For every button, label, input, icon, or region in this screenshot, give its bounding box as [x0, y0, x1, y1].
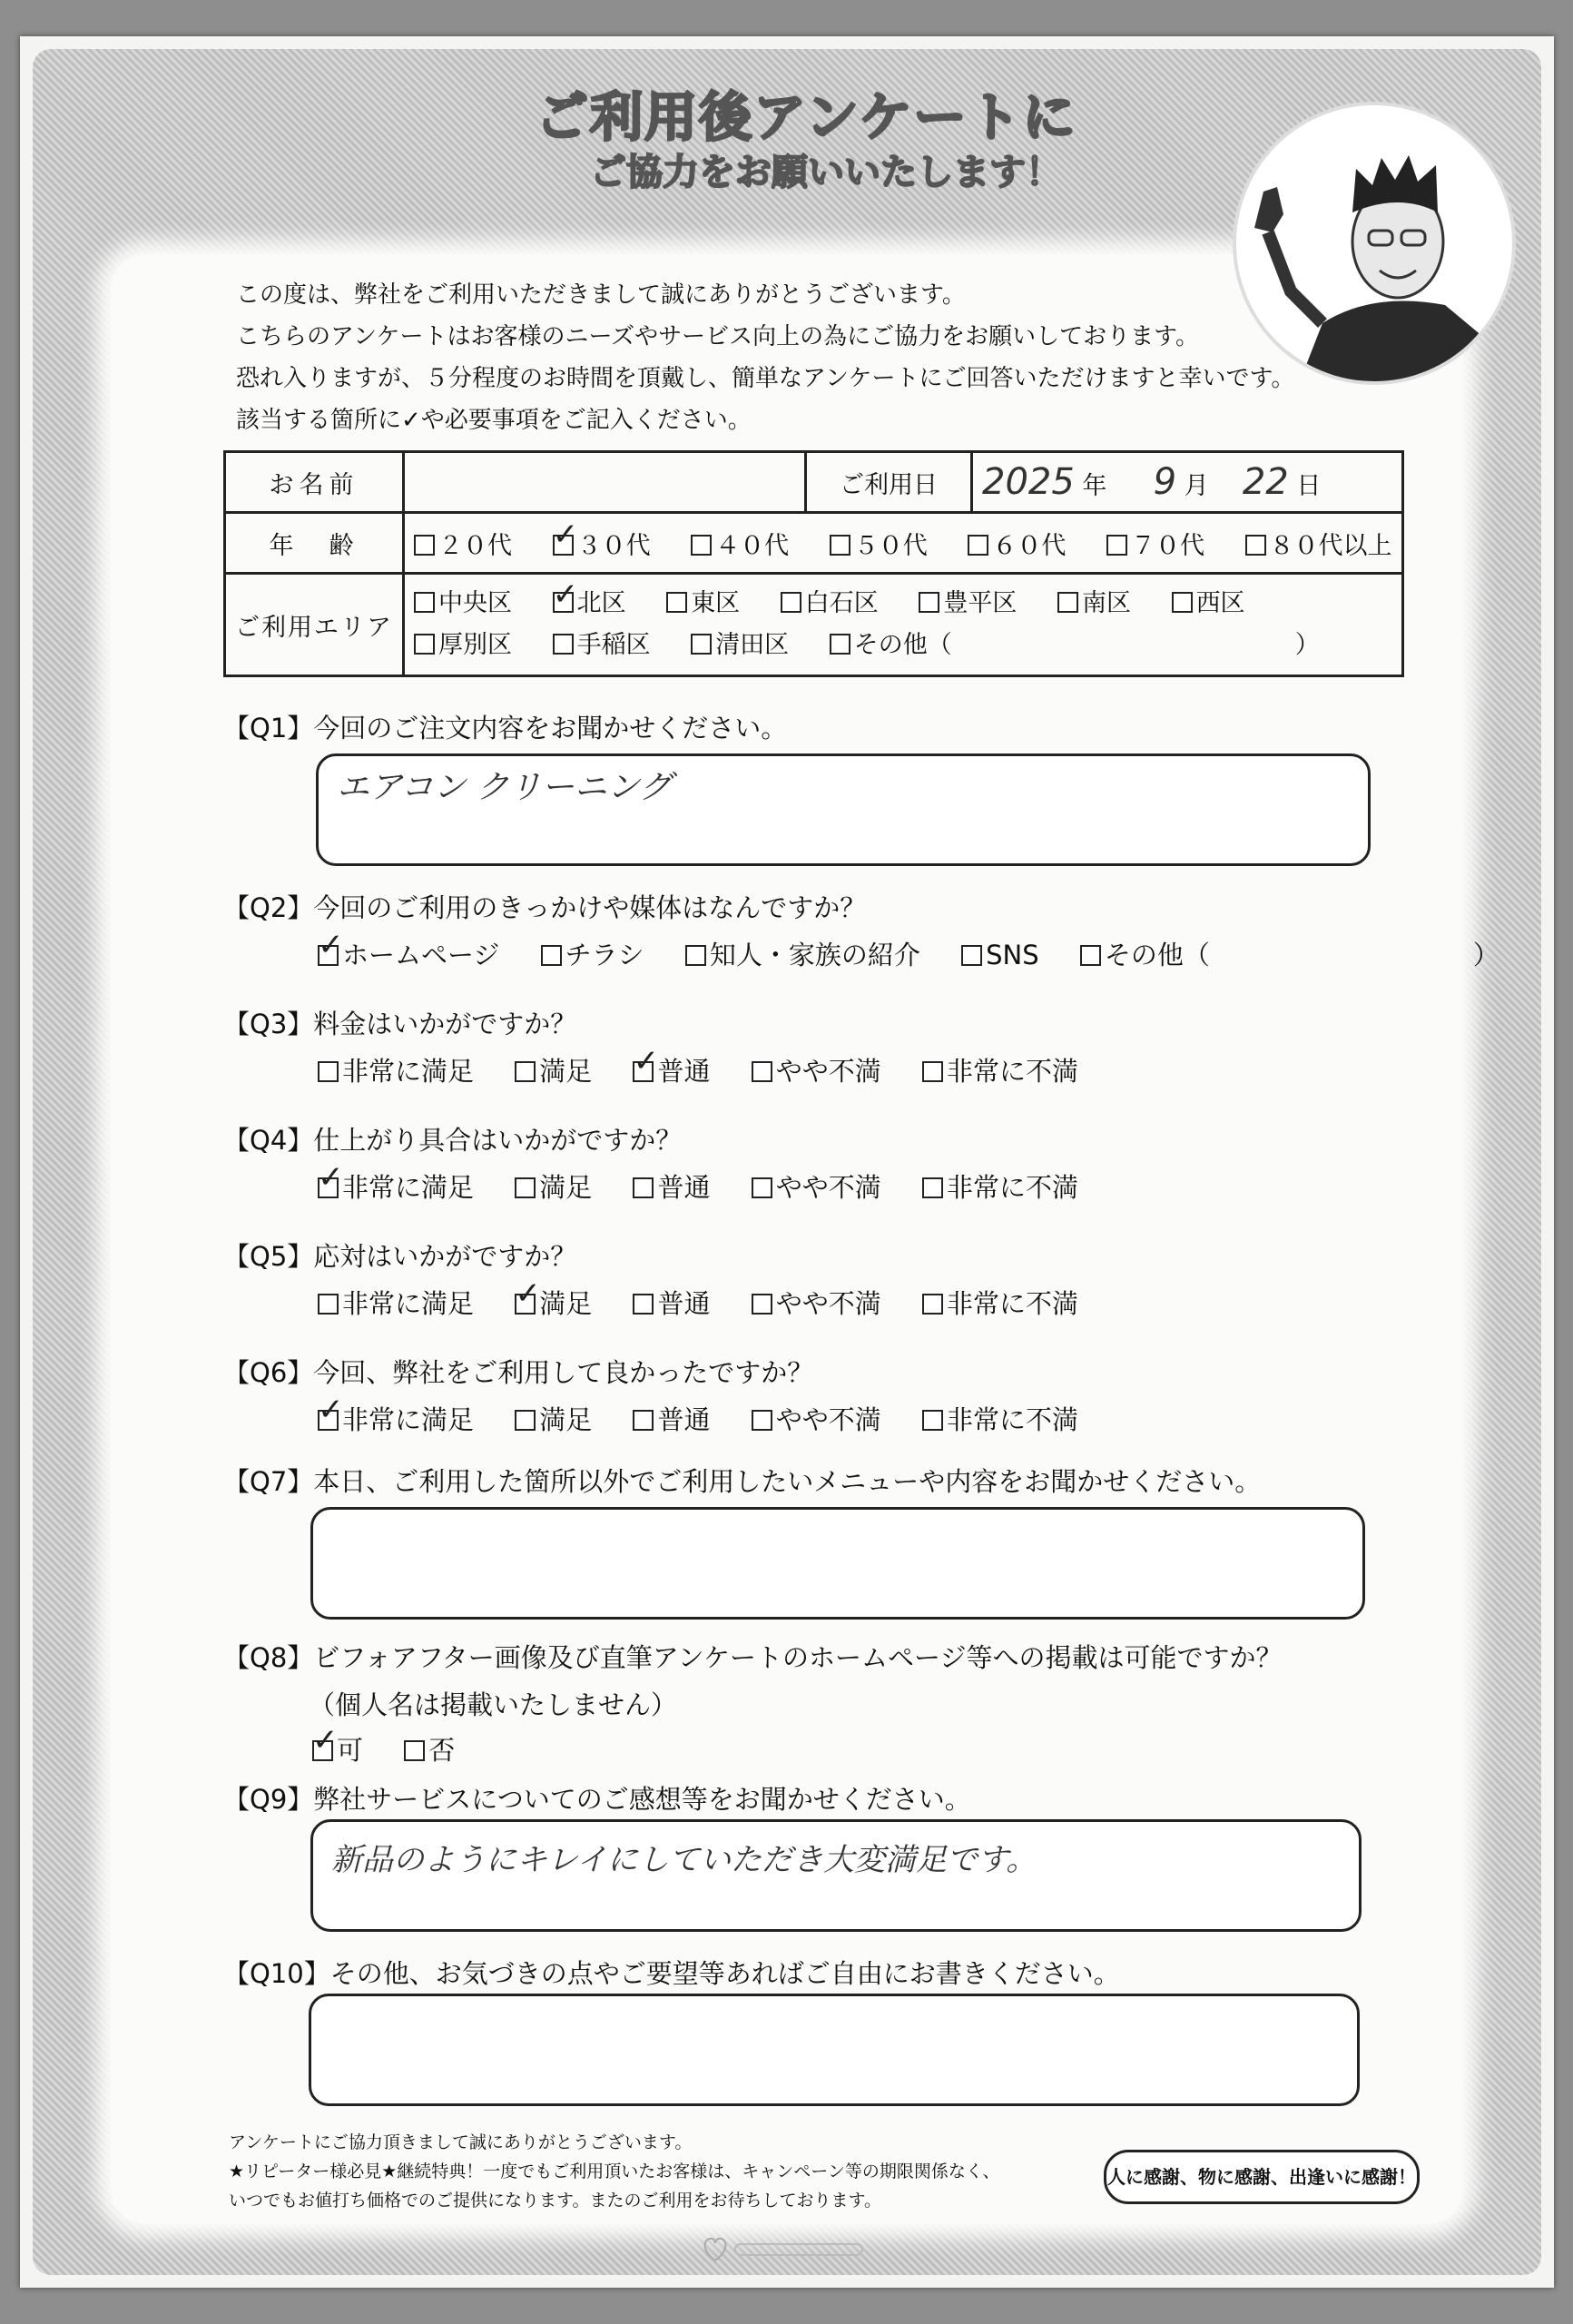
- age-option[interactable]: ８０代以上: [1245, 526, 1392, 561]
- area-option[interactable]: 中央区: [414, 583, 512, 625]
- date-day: 22: [1242, 461, 1289, 503]
- question-q6: 【Q6】今回、弊社をご利用して良かったですか？: [223, 1357, 814, 1388]
- q3-option[interactable]: やや不満: [752, 1051, 881, 1088]
- q5-option[interactable]: 非常に不満: [922, 1284, 1078, 1321]
- checkbox-icon[interactable]: [968, 535, 988, 556]
- footer-text: [229, 2128, 1000, 2215]
- checkbox-icon[interactable]: [922, 1177, 943, 1198]
- date-label: ご利用日: [806, 452, 972, 513]
- checkbox-icon[interactable]: [1057, 592, 1078, 613]
- age-option[interactable]: ７０代: [1106, 526, 1204, 561]
- q5-option[interactable]: ✓ 満足: [515, 1284, 592, 1321]
- checkbox-checked-icon[interactable]: [318, 945, 339, 966]
- checkbox-checked-icon[interactable]: [515, 1294, 536, 1315]
- area-option[interactable]: 豊平区: [919, 583, 1017, 625]
- q6-option[interactable]: 普通: [633, 1400, 710, 1437]
- q5-option[interactable]: やや不満: [752, 1284, 881, 1321]
- q6-option[interactable]: 満足: [515, 1400, 592, 1437]
- q4-option[interactable]: やや不満: [752, 1167, 881, 1205]
- q5-option[interactable]: 非常に満足: [318, 1284, 474, 1321]
- name-field[interactable]: [404, 452, 806, 513]
- date-field[interactable]: [972, 452, 1403, 513]
- checkbox-icon[interactable]: [404, 1740, 425, 1761]
- checkbox-icon[interactable]: [752, 1294, 772, 1315]
- checkbox-icon[interactable]: [541, 945, 562, 966]
- checkbox-icon[interactable]: [830, 634, 850, 655]
- name-label: お名前: [225, 452, 404, 513]
- q2-option[interactable]: その他（ ）: [1080, 935, 1499, 972]
- checkbox-icon[interactable]: [1172, 592, 1193, 613]
- age-options: [404, 513, 1403, 574]
- q3-option[interactable]: 非常に満足: [318, 1051, 474, 1088]
- q2-option[interactable]: ✓ホームページ: [318, 935, 499, 972]
- checkbox-checked-icon[interactable]: [312, 1740, 333, 1761]
- q4-option[interactable]: 満足: [515, 1167, 592, 1205]
- area-option[interactable]: 南区: [1057, 583, 1131, 625]
- age-option[interactable]: ２０代: [414, 526, 512, 561]
- survey-subtitle: ご協力をお願いいたします！: [590, 152, 1062, 193]
- checkbox-icon[interactable]: [515, 1177, 536, 1198]
- question-q8: 【Q8】ビフォアフター画像及び直筆アンケートのホームページ等への掲載は可能ですか？: [223, 1642, 1283, 1673]
- checkbox-icon[interactable]: [1245, 535, 1266, 556]
- date-day-unit: 日: [1296, 472, 1322, 500]
- question-q9: 【Q9】弊社サービスについてのご感想等をお聞かせください。: [223, 1784, 971, 1815]
- q2-option[interactable]: チラシ: [541, 935, 644, 972]
- q10-answer-box[interactable]: [309, 1994, 1360, 2106]
- age-option[interactable]: ６０代: [968, 526, 1066, 561]
- area-option[interactable]: その他（ ）: [830, 625, 1320, 666]
- checkbox-icon[interactable]: [691, 535, 712, 556]
- q4-option[interactable]: 普通: [633, 1167, 710, 1205]
- q9-answer-box[interactable]: [310, 1819, 1362, 1932]
- question-q2: 【Q2】今回のご利用のきっかけや媒体はなんですか？: [223, 892, 867, 923]
- date-year-unit: 年: [1082, 472, 1107, 500]
- checkbox-icon[interactable]: [1106, 535, 1127, 556]
- q3-option[interactable]: ✓ 普通: [633, 1051, 710, 1088]
- q3-options: [318, 1051, 1111, 1088]
- checkbox-icon[interactable]: [553, 634, 574, 655]
- checkbox-icon[interactable]: [515, 1061, 536, 1082]
- date-month-unit: 月: [1184, 472, 1209, 500]
- question-q10: 【Q10】その他、お気づきの点やご要望等あればご自由にお書きください。: [223, 1958, 1120, 1989]
- q4-option[interactable]: ✓非常に満足: [318, 1167, 474, 1205]
- checkbox-checked-icon[interactable]: [633, 1061, 654, 1082]
- checkbox-icon[interactable]: [414, 634, 435, 655]
- checkbox-icon[interactable]: [752, 1410, 772, 1431]
- age-option[interactable]: ５０代: [830, 526, 928, 561]
- intro-line: 該当する箇所に✓や必要事項をご記入ください。: [236, 407, 752, 434]
- q6-options: [318, 1400, 1111, 1437]
- date-month: 9: [1153, 461, 1177, 503]
- question-q5: 【Q5】応対はいかがですか？: [223, 1241, 577, 1272]
- q8-option[interactable]: ✓可: [312, 1730, 363, 1768]
- checkbox-icon[interactable]: [318, 1061, 339, 1082]
- checkbox-icon[interactable]: [633, 1177, 654, 1198]
- checkbox-checked-icon[interactable]: [318, 1410, 339, 1431]
- q8-note: （個人名は掲載いたしません）: [309, 1689, 678, 1720]
- q4-options: [318, 1167, 1111, 1205]
- area-option[interactable]: 西区: [1172, 583, 1245, 625]
- question-q4: 【Q4】仕上がり具合はいかがですか？: [223, 1125, 683, 1156]
- q7-answer-box[interactable]: [310, 1507, 1365, 1620]
- checkbox-icon[interactable]: [919, 592, 939, 613]
- gratitude-badge: 人に感謝、物に感謝、出逢いに感謝！: [1104, 2150, 1420, 2204]
- intro-line: こちらのアンケートはお客様のニーズやサービス向上の為にご協力をお願いしております。: [236, 323, 1200, 350]
- checkbox-icon[interactable]: [922, 1410, 943, 1431]
- age-label: 年 齢: [225, 513, 404, 574]
- area-option[interactable]: 白石区: [781, 583, 879, 625]
- checkbox-icon[interactable]: [685, 945, 706, 966]
- q3-option[interactable]: 非常に不満: [922, 1051, 1078, 1088]
- heart-logo-icon: [699, 2233, 871, 2266]
- area-option[interactable]: ✓ 北区: [553, 583, 626, 625]
- area-option[interactable]: 清田区: [691, 625, 789, 666]
- age-option[interactable]: ４０代: [691, 526, 789, 561]
- age-option[interactable]: ✓ ３０代: [553, 526, 651, 561]
- q1-answer: エアコン クリーニング: [337, 769, 672, 806]
- checkbox-icon[interactable]: [515, 1410, 536, 1431]
- q3-option[interactable]: 満足: [515, 1051, 592, 1088]
- question-q3: 【Q3】料金はいかがですか？: [223, 1009, 577, 1039]
- checkbox-checked-icon[interactable]: [553, 592, 574, 613]
- date-year: 2025: [982, 461, 1075, 503]
- intro-line: 恐れ入りますが、５分程度のお時間を頂戴し、簡単なアンケートにご回答いただけますと幸いです。: [236, 365, 1295, 392]
- area-option[interactable]: 手稲区: [553, 625, 651, 666]
- checkbox-icon[interactable]: [961, 945, 982, 966]
- intro-line: この度は、弊社をご利用いただきまして誠にありがとうございます。: [236, 281, 966, 309]
- q4-option[interactable]: 非常に不満: [922, 1167, 1078, 1205]
- survey-title: ご利用後アンケートに: [536, 86, 1077, 148]
- q6-option[interactable]: 非常に不満: [922, 1400, 1078, 1437]
- intro-text: [236, 274, 1294, 441]
- checkbox-icon[interactable]: [781, 592, 801, 613]
- checkbox-checked-icon[interactable]: [553, 535, 574, 556]
- checkbox-icon[interactable]: [633, 1294, 654, 1315]
- checkbox-checked-icon[interactable]: [318, 1177, 339, 1198]
- q2-option[interactable]: 知人・家族の紹介: [685, 935, 920, 972]
- checkbox-icon[interactable]: [1080, 945, 1101, 966]
- checkbox-icon[interactable]: [666, 592, 687, 613]
- checkbox-icon[interactable]: [752, 1177, 772, 1198]
- checkbox-icon[interactable]: [633, 1410, 654, 1431]
- q2-options: [318, 935, 1499, 972]
- q2-option[interactable]: SNS: [961, 940, 1039, 970]
- q6-option[interactable]: ✓非常に満足: [318, 1400, 474, 1437]
- question-q1: 【Q1】今回のご注文内容をお聞かせください。: [223, 713, 788, 743]
- area-option[interactable]: 東区: [666, 583, 740, 625]
- q1-answer-box[interactable]: [316, 753, 1371, 866]
- area-label: ご利用エリア: [225, 574, 404, 676]
- q6-option[interactable]: やや不満: [752, 1400, 881, 1437]
- q9-answer: 新品のようにキレイにしていただき大変満足です。: [331, 1842, 1037, 1878]
- checkbox-icon[interactable]: [830, 535, 850, 556]
- checkbox-icon[interactable]: [414, 592, 435, 613]
- area-option[interactable]: 厚別区: [414, 625, 512, 666]
- checkbox-icon[interactable]: [414, 535, 435, 556]
- footer-line: アンケートにご協力頂きまして誠にありがとうございます。: [229, 2132, 693, 2152]
- checkbox-icon[interactable]: [752, 1061, 772, 1082]
- company-logo: [699, 2233, 871, 2271]
- footer-line: ★リピーター様必見★継続特典！一度でもご利用頂いたお客様は、キャンペーン等の期限関係なく、: [229, 2162, 1000, 2181]
- checkbox-icon[interactable]: [922, 1294, 943, 1315]
- q8-options: [312, 1730, 487, 1768]
- q5-option[interactable]: 普通: [633, 1284, 710, 1321]
- checkbox-icon[interactable]: [691, 634, 712, 655]
- footer-line: いつでもお値打ち価格でのご提供になります。またのご利用をお待ちしております。: [229, 2191, 881, 2211]
- checkbox-icon[interactable]: [922, 1061, 943, 1082]
- customer-info-table: [223, 450, 1404, 677]
- checkbox-icon[interactable]: [318, 1294, 339, 1315]
- q8-option[interactable]: 否: [404, 1730, 455, 1768]
- question-q7: 【Q7】本日、ご利用した箇所以外でご利用したいメニューや内容をお聞かせください。: [223, 1466, 1262, 1497]
- q5-options: [318, 1284, 1111, 1321]
- area-options: [404, 574, 1403, 676]
